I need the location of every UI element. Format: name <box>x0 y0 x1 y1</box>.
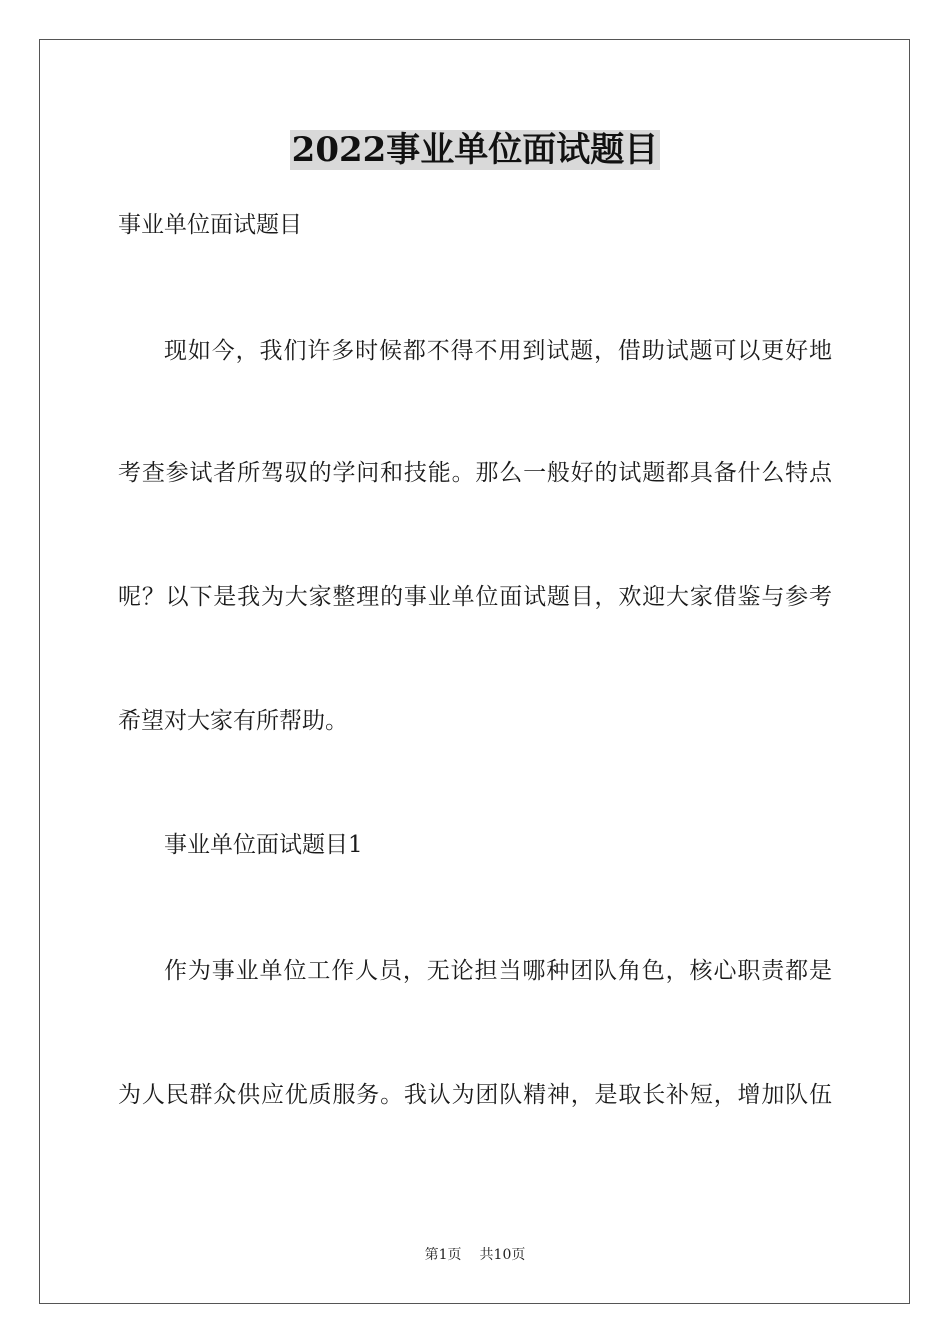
paragraph-line: 呢？以下是我为大家整理的事业单位面试题目，欢迎大家借鉴与参考 <box>118 584 832 610</box>
document-title <box>0 128 950 172</box>
page-footer <box>0 1246 950 1264</box>
paragraph-line: 作为事业单位工作人员，无论担当哪种团队角色，核心职责都是 <box>164 958 832 984</box>
section-heading: 事业单位面试题目1 <box>164 832 363 858</box>
subtitle-line: 事业单位面试题目 <box>118 212 302 238</box>
page-number: 第1页 <box>424 1247 462 1263</box>
page-total: 共10页 <box>479 1247 526 1263</box>
title-text: 2022事业单位面试题目 <box>291 130 659 170</box>
paragraph-line: 现如今，我们许多时候都不得不用到试题，借助试题可以更好地 <box>164 338 832 364</box>
paragraph-line: 考查参试者所驾驭的学问和技能。那么一般好的试题都具备什么特点 <box>118 460 832 486</box>
paragraph-line: 为人民群众供应优质服务。我认为团队精神，是取长补短，增加队伍 <box>118 1082 832 1108</box>
paragraph-line: 希望对大家有所帮助。 <box>118 708 348 734</box>
